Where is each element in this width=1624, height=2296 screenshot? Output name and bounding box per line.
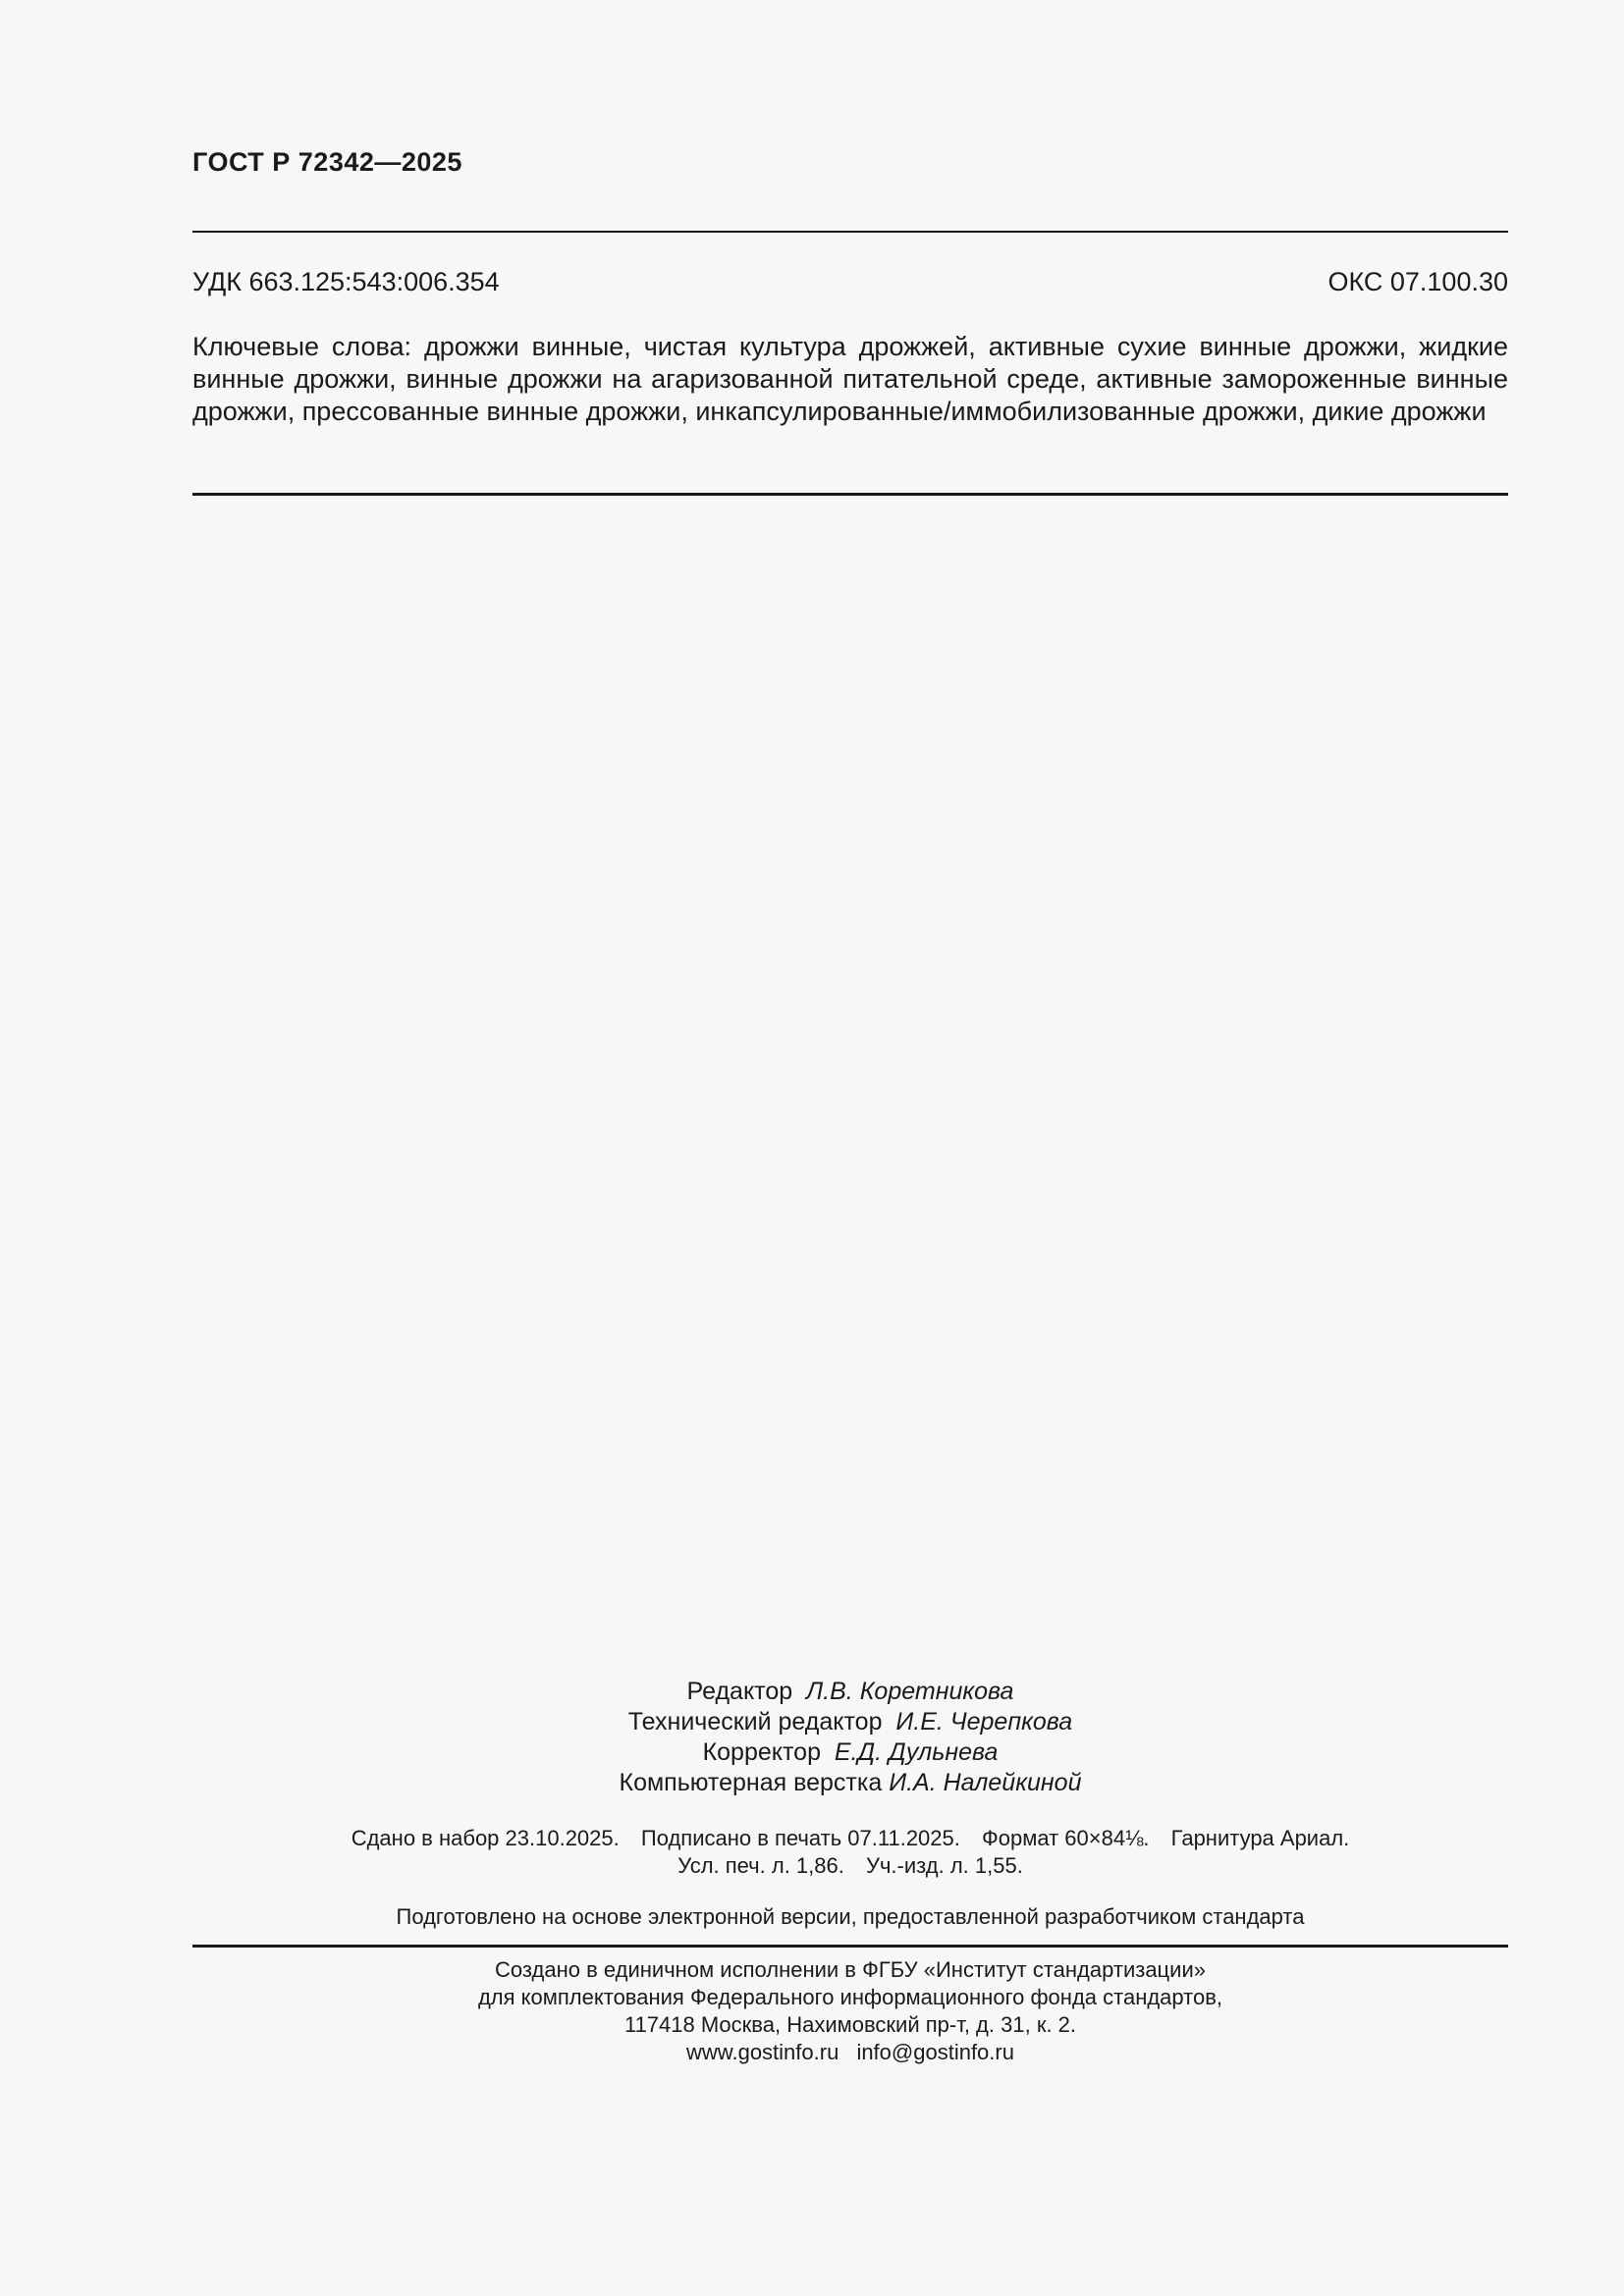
publisher-address: 117418 Москва, Нахимовский пр-т, д. 31, к. 2. [623, 2012, 1077, 2037]
publisher-block [192, 1956, 1508, 2066]
publisher-line-2: для комплектования Федерального информационного фонда стандартов, [477, 1985, 1223, 2009]
credit-role: Компьютерная верстка [619, 1769, 883, 1796]
imprint-signed: Подписано в печать 07.11.2025. [640, 1826, 960, 1850]
credit-name: Л.В. Коретникова [806, 1678, 1014, 1705]
credit-editor [192, 1677, 1508, 1707]
credit-name: Е.Д. Дульнева [834, 1738, 999, 1766]
website-link[interactable]: www.gostinfo.ru [686, 2040, 839, 2064]
top-divider [192, 231, 1508, 233]
credit-name: И.Е. Черепкова [895, 1708, 1073, 1735]
standard-code: ГОСТ Р 72342—2025 [192, 147, 462, 177]
credit-name: И.А. Налейкиной [889, 1769, 1082, 1796]
keywords-divider [192, 493, 1508, 496]
credit-proofreader [192, 1737, 1508, 1768]
publisher-contacts [192, 2039, 1508, 2066]
imprint-print-sheets: Усл. печ. л. 1,86. [677, 1853, 844, 1878]
prepared-note: Подготовлено на основе электронной версии, предоставленной разработчиком стандарта [396, 1904, 1305, 1929]
imprint-submitted: Сдано в набор 23.10.2025. [351, 1826, 620, 1850]
credit-role: Корректор [702, 1738, 821, 1766]
imprint-line-1 [192, 1825, 1508, 1852]
credit-layout [192, 1768, 1508, 1798]
udk-code: УДК 663.125:543:006.354 [192, 267, 500, 296]
imprint-block [192, 1825, 1508, 1880]
bottom-divider [192, 1945, 1508, 1948]
imprint-publisher-sheets: Уч.-изд. л. 1,55. [865, 1853, 1023, 1878]
imprint-format: Формат 60×84⅛. [982, 1826, 1150, 1850]
credits-block [192, 1677, 1508, 1798]
imprint-line-2 [192, 1852, 1508, 1880]
email-link[interactable]: info@gostinfo.ru [856, 2040, 1014, 2064]
credit-role: Редактор [686, 1678, 793, 1705]
keywords-paragraph: Ключевые слова: дрожжи винные, чистая культура дрожжей, активные сухие винные дрожжи, жидкие винные дрожжи, винные дрожжи на агаризованной питательной среде, активные замороженные винные дрожжи, прессованные винные дрожжи, инкапсулированные/иммобилизованные дрожжи, дикие дрожжи [192, 332, 1508, 426]
classification-row [192, 265, 1508, 298]
imprint-typeface: Гарнитура Ариал. [1170, 1826, 1350, 1850]
credit-role: Технический редактор [627, 1708, 883, 1735]
oks-code: ОКС 07.100.30 [1327, 267, 1508, 296]
credit-tech-editor [192, 1707, 1508, 1737]
publisher-line-1: Создано в единичном исполнении в ФГБУ «Институт стандартизации» [495, 1957, 1206, 1982]
